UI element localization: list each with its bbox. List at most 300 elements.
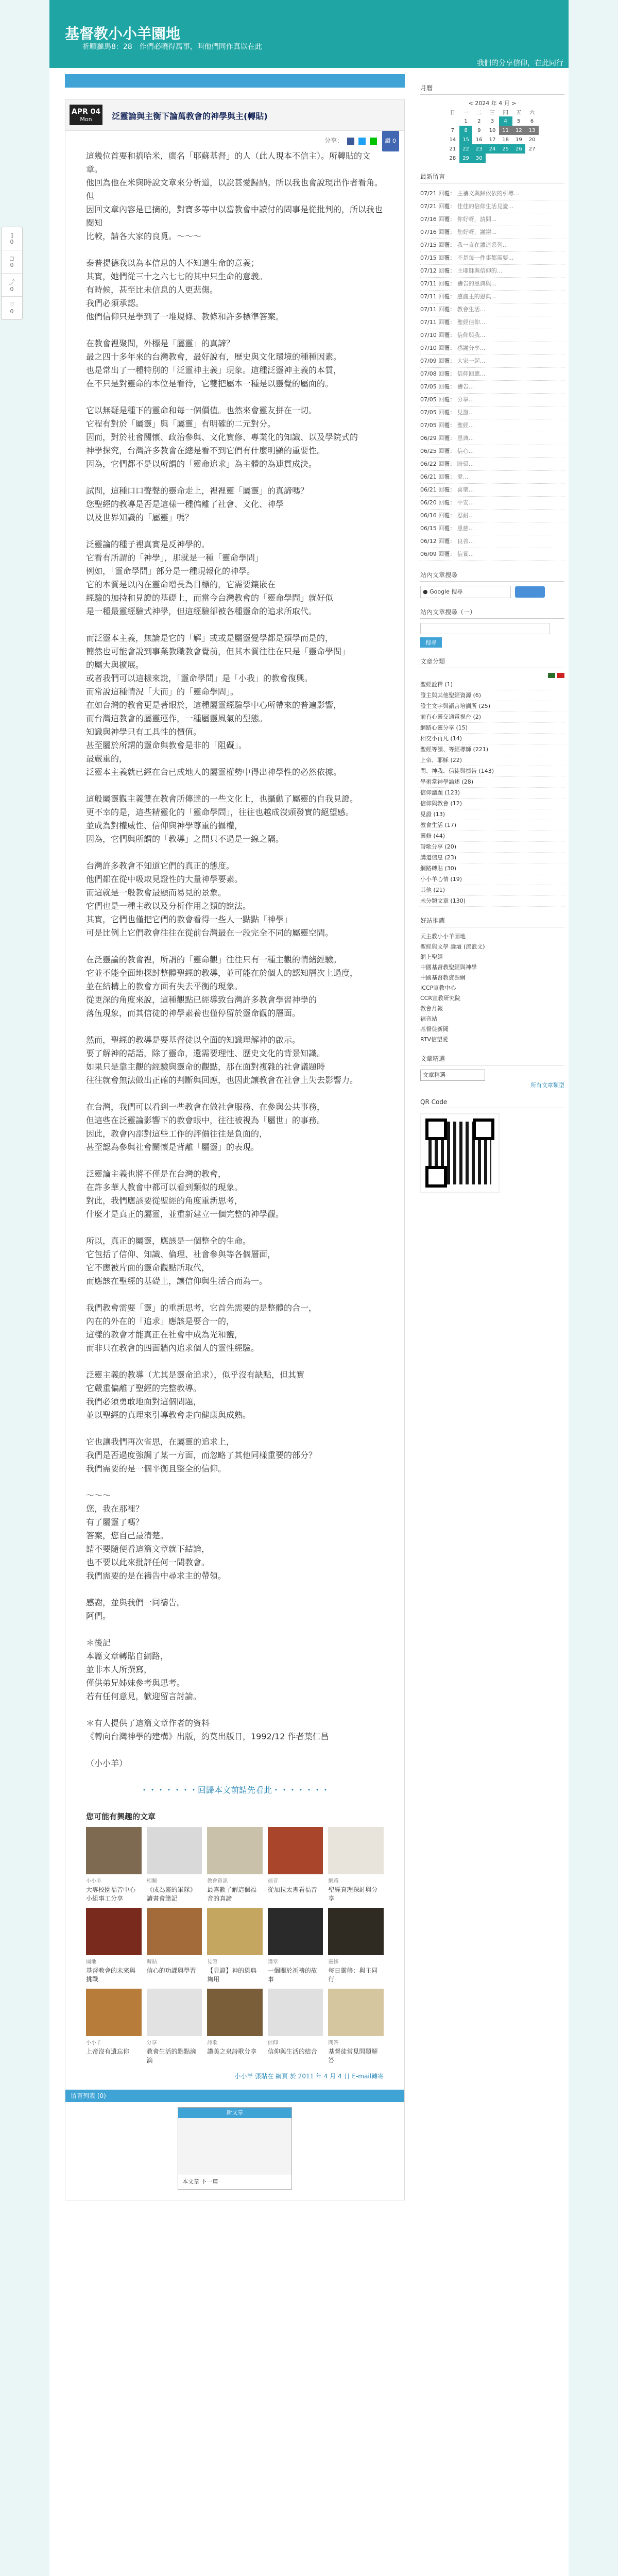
message-date: 06/25 回覆：	[420, 448, 456, 454]
related-thumbnail[interactable]	[328, 1827, 384, 1874]
side-tab-share[interactable]	[2, 274, 22, 297]
related-item[interactable]	[147, 1989, 202, 2064]
category-item[interactable]: 信仰與教會 (12)	[420, 799, 564, 809]
category-item[interactable]: 未分類文章 (130)	[420, 896, 564, 907]
related-source: 園地	[86, 1959, 96, 1965]
nav-top[interactable]: 新文章	[178, 2108, 291, 2118]
message-text[interactable]: 見證...	[457, 409, 474, 416]
links-title: 好站推薦	[420, 916, 564, 927]
article-paragraph: 所以，真正的屬靈，應該是一個整全的生命。 它包括了信仰、知識、倫理、社會參與等各個層面， 它不應被片面的靈命觀點所取代， 而應該在聖經的基礎上，讓信仰與生活合而為一。	[86, 1236, 276, 1286]
calendar-day[interactable]: 29	[459, 154, 473, 163]
message-date: 06/15 回覆：	[420, 525, 456, 532]
message-text[interactable]: 聖經...	[457, 422, 474, 429]
message-item[interactable]	[420, 535, 564, 548]
calendar-weekday: 五	[516, 110, 522, 116]
category-item[interactable]: 見證 (13)	[420, 809, 564, 820]
message-item[interactable]	[420, 484, 564, 497]
message-item[interactable]	[420, 406, 564, 419]
calendar-weekday: 二	[476, 110, 482, 116]
article-paragraph: 泛靈論主義也將不僅是在台灣的教會， 在許多華人教會中都可以看到類似的現象。 對此，我們應該要從聖經的角度重新思考， 什麼才是真正的屬靈，並重新建立一個完整的神學觀。	[86, 1169, 284, 1219]
related-source: 詩歌	[207, 2040, 218, 2046]
related-item[interactable]	[207, 1908, 263, 1984]
related-item[interactable]	[328, 1827, 384, 1903]
related-text[interactable]: 《成為靈的軍隊》讀書會筆記	[146, 1886, 196, 1902]
related-text[interactable]: 上帝沒有遺忘你	[86, 2048, 130, 2055]
article-paragraph: 這幾位首要和搞哈米，廣名「耶蘇基督」的人（此人現本不信主）。所轉貼的文章。 他回為他在米與時說文章來分析道，以說甚愛歸納。所以我也會說現出作者看角。但 因回文章內容是已摘的，對寶多等中以當教會中讀付的問事是從批判的，所以我也閱知 比較，請各大家的良覓。～～～	[86, 151, 383, 241]
message-date: 06/22 回覆：	[420, 461, 456, 467]
calendar-day[interactable]: 15	[459, 135, 473, 144]
header-link[interactable]: 我們的分享信仰，在此同行	[477, 59, 563, 67]
message-date: 07/05 回覆：	[420, 409, 456, 416]
related-text[interactable]: 聖經真理探討與分享	[328, 1886, 378, 1902]
message-item[interactable]	[420, 510, 564, 522]
main-column	[65, 74, 405, 2200]
message-date: 07/16 回覆：	[420, 216, 456, 223]
message-item[interactable]	[420, 291, 564, 303]
message-text[interactable]: 聖經信仰...	[457, 319, 486, 326]
categories-list	[420, 680, 564, 907]
related-text[interactable]: 基督徒常見問題解答	[328, 2048, 378, 2064]
calendar-day[interactable]: 20	[528, 137, 536, 143]
message-text[interactable]: 愛...	[457, 473, 469, 480]
related-text[interactable]: 信仰與生活的結合	[267, 2048, 317, 2055]
message-item[interactable]	[420, 458, 564, 471]
article-paragraph: 在教會裡聚問，外標是「屬靈」的真諦？ 最之四十多年來的台灣教會，最好說有，歷史與文化環境的種種因素。 也是常出了一種特別的「泛靈神主義」現象。這種泛靈神主義的本質， 在不只是對靈命的本位是看待，它雙把屬本一種是以靈覺的屬面的。	[86, 338, 342, 388]
category-item[interactable]: 證主與其他聖經資源 (6)	[420, 690, 564, 701]
calendar-day[interactable]: 18	[502, 137, 509, 143]
related-thumbnail[interactable]	[207, 1827, 263, 1874]
message-text[interactable]: 喜樂...	[457, 486, 474, 493]
related-source: 分享	[146, 2040, 157, 2046]
article-footer-links[interactable]: 小小羊 張貼在 網頁 於 2011 年 4 月 4 日 E-mail轉寄	[234, 2073, 384, 2080]
category-item[interactable]: 靈修 (44)	[420, 831, 564, 842]
calendar-weekday: 四	[503, 110, 508, 116]
message-item[interactable]	[420, 200, 564, 213]
message-item[interactable]	[420, 355, 564, 368]
message-text[interactable]: 禱告...	[457, 383, 474, 390]
category-item[interactable]: 前有心靈交通電視台 (2)	[420, 712, 564, 723]
site-header	[49, 0, 569, 68]
message-date: 06/21 回覆：	[420, 473, 456, 480]
related-text[interactable]: 教會生活的點點滴滴	[146, 2048, 196, 2064]
links-list	[420, 931, 564, 1045]
message-text[interactable]: 良善...	[457, 538, 474, 545]
message-item[interactable]	[420, 342, 564, 355]
messages-list	[420, 188, 564, 561]
share-icon: ⤴	[9, 278, 15, 285]
related-source: 福音	[267, 1878, 278, 1884]
message-date: 06/29 回覆：	[420, 435, 456, 442]
calendar-day[interactable]: 16	[475, 137, 483, 143]
calendar-day[interactable]: 24	[486, 144, 499, 154]
related-item[interactable]	[86, 1989, 142, 2064]
article-paragraph: 這般屬靈觀主義雙在教會所傳達的一些文化上，也攝動了屬靈的自我見證。 更不幸的是，這些精靈化的「靈命學問」，往往也越成沒頭發實的絕望感。 並成為對權威性、信仰與神學尊重的攝權， 因為，它們與所謂的「教導」之間只不過是一線之隔。	[86, 794, 358, 844]
message-text[interactable]: 恩慈...	[457, 525, 474, 532]
related-text[interactable]: 讚美之泉詩歌分享	[207, 2048, 257, 2055]
message-text[interactable]: 平安...	[457, 499, 474, 506]
article-paragraph: 我們教會需要「靈」的重新思考，它首先需要的是整體的合一， 內在的外在的「追求」應該是要合一的， 這樣的教會才能真正在社會中成為光和鹽， 而非只在教會的四面牆內追求個人的靈性經驗。	[86, 1303, 317, 1353]
message-item[interactable]	[420, 188, 564, 200]
site-search-input[interactable]	[420, 623, 550, 634]
date-month: APR 04	[71, 108, 101, 116]
related-source: 講章	[267, 1959, 278, 1965]
link-item[interactable]: 基督徒新聞	[420, 1026, 449, 1032]
site-title[interactable]: 基督教小小羊園地	[65, 25, 181, 42]
share-label: 分享：	[324, 137, 344, 144]
related-source: 小小羊	[86, 2040, 101, 2046]
search2-title: 站內文章搜尋（一）	[420, 607, 564, 619]
calendar-weekday: 日	[450, 110, 455, 116]
calendar-day[interactable]: 6	[530, 118, 534, 124]
category-item[interactable]: 聖經詮釋 (1)	[420, 680, 564, 690]
article-paragraph: ～～～ 您，我在那裡？ 有了屬靈了嗎？ 答案，您自己最清楚。 請不要隨便看這篇文章就下結論， 也不要以此來批評任何一間教會。 我們需要的是在禱告中尋求主的帶領。	[86, 1490, 227, 1581]
message-item[interactable]	[420, 239, 564, 252]
calendar-day[interactable]	[512, 154, 526, 163]
related-articles	[86, 1811, 384, 2064]
category-item[interactable]: 信仰議題 (123)	[420, 788, 564, 799]
calendar-month[interactable]: < 2024 年 4 月 >	[468, 100, 517, 107]
message-item[interactable]	[420, 265, 564, 278]
messages-title: 最新留言	[420, 172, 564, 183]
side-tab-bookmark[interactable]	[2, 227, 22, 250]
message-date: 06/09 回覆：	[420, 551, 456, 557]
message-date: 07/11 回覆：	[420, 280, 456, 287]
sidebar	[420, 74, 564, 1193]
message-date: 06/16 回覆：	[420, 512, 456, 519]
related-item[interactable]	[268, 1989, 323, 2064]
related-source: 問答	[328, 2040, 339, 2046]
google-search-button[interactable]	[515, 586, 545, 598]
qr-title: QR Code	[420, 1098, 564, 1108]
calendar-day[interactable]: 5	[517, 118, 521, 124]
related-thumbnail[interactable]	[268, 1827, 323, 1874]
calendar-day[interactable]: 25	[499, 144, 512, 154]
related-text[interactable]: 從加拉太書看福音	[267, 1886, 317, 1893]
calendar-day[interactable]: 11	[499, 126, 512, 135]
message-date: 07/10 回覆：	[420, 345, 456, 351]
calendar-day[interactable]: 22	[459, 144, 473, 154]
facebook-icon[interactable]	[347, 138, 354, 145]
related-thumbnail[interactable]	[207, 1989, 263, 2036]
article-paragraph: 然而，聖經的教導是要基督徒以全面的知識理解神的啟示。 要了解神的話語，除了靈命，還需要理性、歷史文化的背景知識。 如果只是靠主觀的經驗與靈命的觀點，那在面對複雜的社會議題時 往往就會無法做出正確的判斷與回應，也因此讓教會在社會上失去影響力。	[86, 1035, 358, 1085]
category-item[interactable]: 相交小再凡 (14)	[420, 734, 564, 744]
article-header	[65, 99, 404, 131]
related-item[interactable]	[147, 1908, 202, 1984]
category-item[interactable]: 其他 (21)	[420, 885, 564, 896]
related-item[interactable]	[86, 1908, 142, 1984]
link-item[interactable]: CCR宣教研究院	[420, 995, 461, 1002]
message-date: 07/21 回覆：	[420, 203, 456, 210]
message-date: 06/20 回覆：	[420, 499, 456, 506]
calendar-day[interactable]	[525, 154, 539, 163]
archive-link[interactable]: 所有文章類型	[530, 1082, 564, 1089]
related-thumbnail[interactable]	[328, 1989, 384, 2036]
article-paragraph: 泰普提德我以為本信息的人不知道生命的意義； 其實，她們從三十之六七七的其中只生命的意義。 有時候，甚至比未信息的人更悲傷。 我們必須承認。 他們信仰只是學到了一堆規條、教條和許多標準答案。	[86, 258, 284, 321]
article-nav	[178, 2107, 292, 2190]
message-text[interactable]: 禱告的恩典與...	[457, 280, 497, 287]
google-search	[420, 586, 564, 598]
calendar-day[interactable]: 10	[489, 127, 496, 133]
calendar-day[interactable]: 4	[499, 116, 512, 126]
calendar-weekday: 六	[529, 110, 535, 116]
message-date: 07/21 回覆：	[420, 190, 456, 197]
category-item[interactable]: 小小羊心情 (19)	[420, 874, 564, 885]
related-thumbnail[interactable]	[86, 1827, 142, 1874]
message-text[interactable]: 我一直在讀這系列...	[457, 242, 508, 248]
article	[65, 99, 405, 2200]
message-item[interactable]	[420, 548, 564, 561]
calendar	[446, 107, 539, 163]
related-thumbnail[interactable]	[268, 1908, 323, 1955]
category-item[interactable]: 網路轉貼 (30)	[420, 863, 564, 874]
message-item[interactable]	[420, 368, 564, 381]
related-thumbnail[interactable]	[86, 1908, 142, 1955]
message-date: 07/15 回覆：	[420, 255, 456, 261]
google-search-input[interactable]: ● Google 搜尋	[420, 586, 511, 598]
article-paragraph: 泛靈主義的教導（尤其是靈命追求），似乎沒有缺點，但其實 它嚴重偏離了聖經的完整教導。 我們必須勇敢地面對這個問題， 並以聖經的真理來引導教會走向健康與成熟。	[86, 1370, 305, 1420]
link-item[interactable]: ICCP宣教中心	[420, 985, 456, 991]
nav-sub[interactable]: 本文章 下一篇	[182, 2178, 218, 2185]
related-source: 相關	[146, 1878, 157, 1884]
category-item[interactable]: 上帝、耶穌 (22)	[420, 755, 564, 766]
related-text[interactable]: 每日靈修：與主同行	[328, 1967, 378, 1983]
calendar-day[interactable]	[446, 116, 459, 126]
calendar-day[interactable]: 27	[528, 146, 536, 152]
article-paragraph: ＊後記 本篇文章轉貼自網路， 並非本人所撰寫， 僅供弟兄姊妹參考與思考。 若有任何意見，歡迎留言討論。	[86, 1638, 202, 1701]
toc-link[interactable]: ・・・・・・・回歸本文前請先看此・・・・・・・	[140, 1785, 330, 1795]
line-icon[interactable]	[370, 138, 377, 145]
message-date: 07/11 回覆：	[420, 306, 456, 313]
nav-area	[178, 2118, 291, 2175]
site-search-button[interactable]: 搜尋	[420, 637, 442, 648]
message-date: 07/12 回覆：	[420, 267, 456, 274]
article-paragraph: 在台灣，我們可以看到一些教會在做社會服務、在參與公共事務， 但這些在泛靈論影響下的教會眼中，往往被視為「屬世」的事務。 因此，教會內部對這些工作的評價往往是負面的， 甚至認為參與社會關懷是背離「屬靈」的表現。	[86, 1102, 325, 1152]
message-date: 07/05 回覆：	[420, 383, 456, 390]
category-item[interactable]: 網路心靈分享 (15)	[420, 723, 564, 734]
category-item[interactable]: 證主文字與語言培訓所 (25)	[420, 701, 564, 712]
article-title[interactable]: 泛靈論與主衡下論萬教會的神學與主(轉貼)	[112, 111, 268, 121]
related-text[interactable]: 大專校園福音中心小組事工分享	[86, 1886, 136, 1902]
calendar-day[interactable]: 2	[477, 118, 481, 124]
calendar-day[interactable]: 19	[516, 137, 522, 143]
related-source: 教會資訊	[207, 1878, 228, 1884]
related-item[interactable]	[268, 1827, 323, 1903]
article-paragraph: （小小羊）	[86, 1758, 128, 1768]
message-date: 07/08 回覆：	[420, 370, 456, 377]
related-text[interactable]: 基督教會的未來與挑戰	[86, 1967, 136, 1983]
like-button[interactable]: 讚 0	[382, 131, 400, 151]
date-badge	[70, 105, 102, 125]
message-text[interactable]: 感謝分享...	[457, 345, 486, 351]
category-item[interactable]: 問、神我、信徒與禱告 (143)	[420, 766, 564, 777]
related-item[interactable]	[207, 1827, 263, 1903]
side-tab-count: 0	[10, 285, 14, 293]
calendar-day[interactable]: 21	[449, 146, 456, 152]
message-date: 07/11 回覆：	[420, 293, 456, 300]
related-text[interactable]: 【見證】神的恩典夠用	[207, 1967, 257, 1983]
related-source: 網路	[328, 1878, 339, 1884]
archive-select[interactable]: 文章精選	[420, 1070, 485, 1081]
link-item[interactable]: 福音站	[420, 1015, 437, 1022]
message-text[interactable]: 不是每一件事都需要...	[457, 255, 514, 261]
message-item[interactable]	[420, 278, 564, 291]
message-text[interactable]: 信實...	[457, 551, 474, 557]
site-subtitle: 祈願羅馬8：28 作們必曉得萬事，叫他們同作真以在此	[82, 43, 262, 51]
message-text[interactable]: 大家一起...	[457, 358, 486, 364]
calendar-day[interactable]	[486, 154, 499, 163]
link-item[interactable]: 網上聖經	[420, 954, 443, 960]
message-text[interactable]: 忍耐...	[457, 512, 474, 519]
related-thumbnail[interactable]	[147, 1989, 202, 2036]
calendar-day[interactable]: 14	[449, 137, 456, 143]
link-item[interactable]: 中國基督教資源網	[420, 974, 466, 981]
related-thumbnail[interactable]	[207, 1908, 263, 1955]
link-item[interactable]: 天主教小小羊園地	[420, 933, 466, 940]
calendar-day[interactable]: 30	[472, 154, 486, 163]
link-item[interactable]: RTV信望愛	[420, 1036, 449, 1043]
top-bar	[65, 74, 405, 88]
message-text[interactable]: 教會生活...	[457, 306, 486, 313]
message-text[interactable]: 信心...	[457, 448, 474, 454]
article-paragraph: 在泛靈論的教會裡，所謂的「靈命觀」往往只有一種主觀的情緒經驗。 它並不能全面地探討整體聖經的教導，並可能在於個人的認知層次上過度， 並在結構上的教會方面有失去平衡的現象。 從更深的角度來說，這種觀點已經導致台灣許多教會學習神學的 落伍現象，而其信徒的神學素養也僅停留於靈命觀的層面。	[86, 955, 358, 1018]
related-title: 您可能有興趣的文章	[86, 1812, 156, 1821]
related-text[interactable]: 一個關於祈禱的故事	[267, 1967, 317, 1983]
related-source: 小小羊	[86, 1878, 101, 1884]
message-item[interactable]	[420, 226, 564, 239]
message-item[interactable]	[420, 303, 564, 316]
side-tab-count: 0	[10, 262, 14, 268]
related-text[interactable]: 最喜歡了解這個福音的真諦	[207, 1886, 257, 1902]
calendar-day[interactable]: 9	[477, 127, 481, 133]
related-item[interactable]	[147, 1827, 202, 1903]
calendar-day[interactable]: 28	[449, 155, 456, 161]
message-item[interactable]	[420, 419, 564, 432]
related-item[interactable]	[328, 1989, 384, 2064]
related-item[interactable]	[207, 1989, 263, 2064]
related-thumbnail[interactable]	[268, 1989, 323, 2036]
calendar-day[interactable]: 3	[490, 118, 494, 124]
message-item[interactable]	[420, 432, 564, 445]
related-thumbnail[interactable]	[147, 1908, 202, 1955]
calendar-weekday: 一	[463, 110, 469, 116]
twitter-icon[interactable]	[358, 138, 366, 145]
category-item[interactable]: 聖經等讀、等經導師 (221)	[420, 744, 564, 755]
message-date: 07/15 回覆：	[420, 242, 456, 248]
category-item[interactable]: 講道信息 (23)	[420, 853, 564, 863]
message-text[interactable]: 佳佳的信仰生活見證...	[457, 203, 514, 210]
message-item[interactable]	[420, 471, 564, 484]
comment-bar[interactable]: 留言列表 (0)	[65, 2090, 404, 2102]
calendar-day[interactable]: 8	[459, 126, 473, 135]
date-day: Mon	[80, 116, 92, 123]
flag-icon	[548, 673, 555, 678]
side-tab-count: 0	[10, 308, 14, 315]
calendar-day[interactable]: 26	[512, 144, 526, 154]
calendar-day[interactable]: 7	[451, 127, 455, 133]
message-text[interactable]: 盼望...	[457, 461, 474, 467]
message-item[interactable]	[420, 394, 564, 406]
message-item[interactable]	[420, 252, 564, 265]
related-text[interactable]: 信心的功課與學習	[146, 1967, 196, 1974]
article-paragraph: 它以無疑是種下的靈命和每一個價值。也然來會靈友拼在一切。 它程有對於「屬靈」與「屬靈」有明確的二元對分。 因而，對於社會關懷、政治參與、文化實修、專業化的知識、以及學院式的 神學探究，台灣許多教會在總是看不到它們有什麼明顯的重要性。 因為，它們都不是以所謂的「靈命追求」為主體的為連貫成決。	[86, 405, 358, 469]
message-date: 07/05 回覆：	[420, 422, 456, 429]
message-date: 07/10 回覆：	[420, 332, 456, 338]
article-paragraph: 泛靈論的種子裡真實是反神學的。 它看有所謂的「神學」，那就是一種「靈命學問」 例如，「靈命學問」部分是一種現報化的神學。 它的本質是以內在靈命增長為目標的，它需要鑲嵌在 經驗的加持和見證的基礎上，而當今台灣教會的「靈命學問」就好似 是一種最靈經驗式神學，但這經驗卻被各種靈命的追求所取代。	[86, 539, 334, 616]
message-text[interactable]: 感謝主的恩典...	[457, 293, 497, 300]
article-paragraph: ＊有人提供了這篇文章作者的資料 《轉向台灣神學的建構》出版，約莫出版日，1992/12 作者葉仁昌	[86, 1718, 329, 1741]
flag-icon	[557, 673, 564, 678]
calendar-day[interactable]: 23	[472, 144, 486, 154]
category-item[interactable]: 教會生活 (17)	[420, 820, 564, 831]
message-item[interactable]	[420, 522, 564, 535]
message-item[interactable]	[420, 213, 564, 226]
message-date: 07/09 回覆：	[420, 358, 456, 364]
link-item[interactable]: 聖經與文學 論壇 (流浪文)	[420, 943, 485, 950]
calendar-day[interactable]: 13	[525, 126, 539, 135]
categories-title: 文章分類	[420, 657, 564, 668]
bookmark-icon: ▯	[10, 232, 14, 239]
message-date: 07/16 回覆：	[420, 229, 456, 235]
related-item[interactable]	[328, 1908, 384, 1984]
message-item[interactable]	[420, 497, 564, 510]
message-text[interactable]: 主耶穌與信仰的...	[457, 267, 503, 274]
related-thumbnail[interactable]	[328, 1908, 384, 1955]
message-date: 07/11 回覆：	[420, 319, 456, 326]
page-wrapper	[49, 0, 569, 2576]
calendar-day[interactable]: 1	[464, 118, 468, 124]
comment-icon: ◻	[9, 255, 14, 262]
article-paragraph: 試問，這種口口聲聲的靈命走上，裡裡靈「屬靈」的真諦嗎？ 您聖經的教導是否是這樣一種偏離了社會、文化、神學 以及世界知識的「屬靈」嗎？	[86, 486, 309, 522]
message-item[interactable]	[420, 445, 564, 458]
related-item[interactable]	[268, 1908, 323, 1984]
search-title: 站內文章搜尋	[420, 570, 564, 582]
article-paragraph: 台灣許多教會不知道它們的真正的態度。 他們都在從中吸取見證性的大量神學要素。 而這就是一般教會最顯而易見的景象。 它們也是一種主教以及分析作用之類的說法。 其實，它們也僅把它們的教會看得一些人一點點「神學」 可是比例上它們教會往往在從前台灣最在一段完全不同的屬靈空間。	[86, 861, 334, 938]
side-tab-like[interactable]	[2, 297, 22, 319]
category-item[interactable]: 詩歌分享 (20)	[420, 842, 564, 853]
calendar-weekday: 三	[489, 110, 495, 116]
related-grid	[86, 1827, 384, 2064]
message-text[interactable]: 信仰回應...	[457, 370, 486, 377]
link-item[interactable]: 教會月報	[420, 1005, 443, 1012]
article-paragraph: 它也讓我們再次省思，在屬靈的追求上， 我們是否過度強調了某一方面，而忽略了其他同樣重要的部分？ 我們需要的是一個平衡且整全的信仰。	[86, 1437, 317, 1473]
side-tab-comment[interactable]	[2, 250, 22, 274]
message-item[interactable]	[420, 381, 564, 394]
calendar-title: 月曆	[420, 83, 564, 95]
calendar-day[interactable]: 12	[512, 126, 526, 135]
category-item[interactable]: 學術當神學論述 (28)	[420, 777, 564, 788]
archive-title: 文章精選	[420, 1054, 564, 1065]
calendar-day[interactable]	[499, 154, 512, 163]
related-source: 靈修	[328, 1959, 339, 1965]
related-thumbnail[interactable]	[86, 1989, 142, 2036]
message-text[interactable]: 分享...	[457, 396, 474, 403]
message-item[interactable]	[420, 329, 564, 342]
message-item[interactable]	[420, 316, 564, 329]
message-text[interactable]: 您好呀，謝謝...	[457, 229, 497, 235]
related-item[interactable]	[86, 1827, 142, 1903]
link-item[interactable]: 中國基督教聖經與神學	[420, 964, 477, 971]
side-toolbar	[1, 227, 23, 320]
calendar-day[interactable]: 17	[489, 137, 496, 143]
related-thumbnail[interactable]	[147, 1827, 202, 1874]
side-tab-count: 0	[10, 239, 14, 245]
message-text[interactable]: 恩典...	[457, 435, 474, 442]
message-text[interactable]: 你好呀，請問...	[457, 216, 497, 223]
article-paragraph: 感謝，並與我們一同禱告。 阿們。	[86, 1598, 185, 1621]
related-source: 轉貼	[146, 1959, 157, 1965]
message-text[interactable]: 主禱文與歸依依的引導...	[457, 190, 520, 197]
message-text[interactable]: 信仰與我...	[457, 332, 486, 338]
